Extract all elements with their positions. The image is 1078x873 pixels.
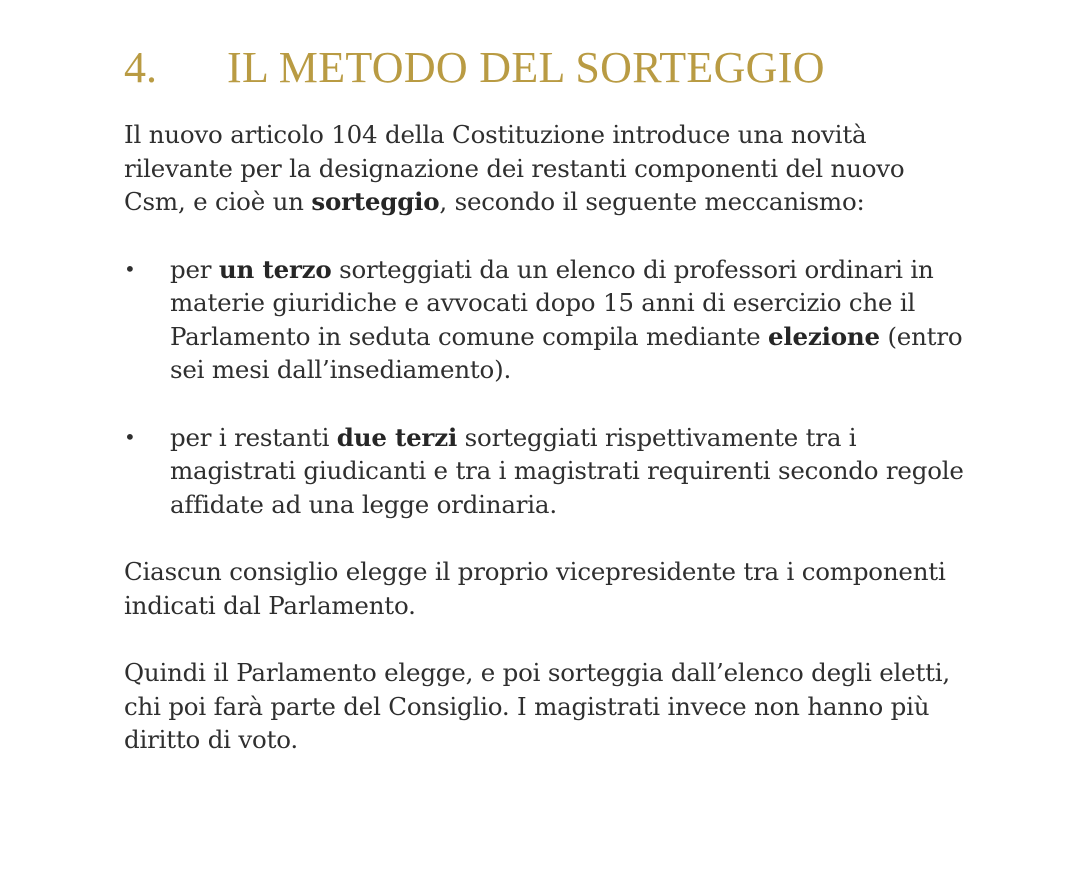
- section-heading: [124, 40, 964, 96]
- bullet-text-before: per i restanti: [170, 422, 337, 452]
- list-item: [124, 421, 964, 522]
- conclusion-paragraph: Quindi il Parlamento elegge, e poi sorteggia dall’elenco degli eletti, chi poi farà parte del Consiglio. I magistrati invece non hanno più diritto di voto.: [124, 658, 950, 754]
- bullet-marker: •: [124, 424, 136, 449]
- intro-bold-term: sorteggio: [311, 187, 440, 216]
- vicepresident-paragraph: Ciascun consiglio elegge il proprio vicepresidente tra i componenti indicati dal Parlamento.: [124, 557, 946, 620]
- document-page: [124, 40, 964, 791]
- mechanism-list: [124, 253, 964, 522]
- list-item: [124, 253, 964, 387]
- section-title: IL METODO DEL SORTEGGIO: [227, 43, 825, 92]
- bullet-bold-term: un terzo: [218, 254, 332, 284]
- bullet-text-before: per: [170, 254, 219, 284]
- section-number: 4.: [124, 43, 157, 92]
- bullet-bold-term: elezione: [768, 321, 880, 351]
- intro-paragraph: [124, 118, 964, 219]
- bullet-text-middle: sorteggiati da un elenco di professori ordinari in materie giuridiche e avvocati dopo 15 anni di esercizio che il Parlamento in seduta comune compila mediante: [170, 254, 934, 351]
- bullet-marker: •: [124, 256, 136, 281]
- intro-text-after: , secondo il seguente meccanismo:: [439, 187, 865, 216]
- bullet-text-after: sorteggiati rispettivamente tra i magistrati giudicanti e tra i magistrati requirenti secondo regole affidate ad una legge ordinaria.: [170, 422, 964, 519]
- bullet-text-after: (entro sei mesi dall’insediamento).: [170, 321, 963, 384]
- intro-text-before: Il nuovo articolo 104 della Costituzione introduce una novità rilevante per la designazione dei restanti componenti del nuovo Csm, e cioè un: [124, 120, 905, 216]
- bullet-bold-term: due terzi: [336, 422, 458, 452]
